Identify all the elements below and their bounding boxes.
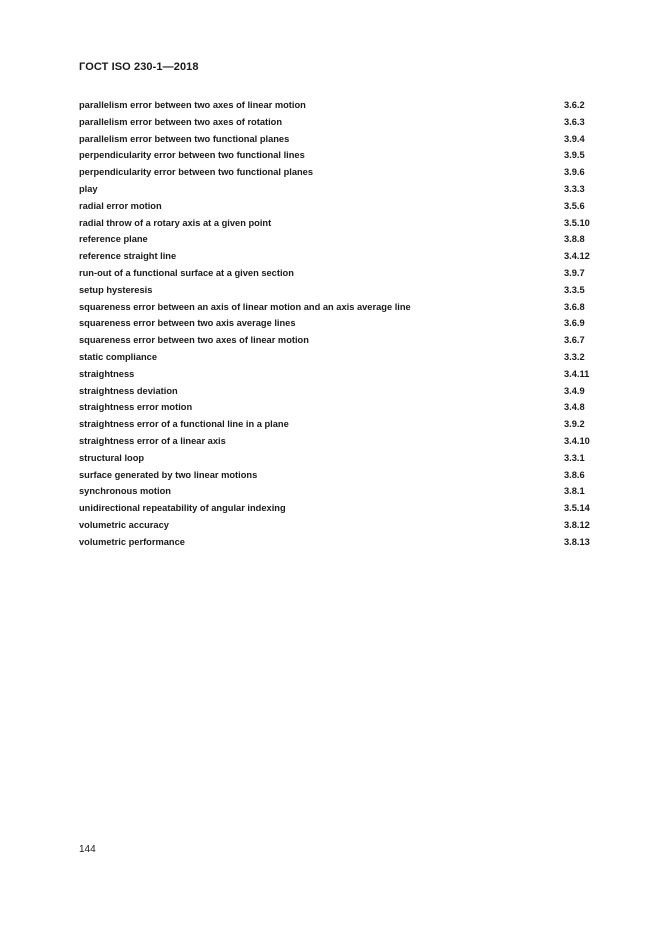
index-entry xyxy=(79,500,591,517)
index-term: radial error motion xyxy=(79,200,162,211)
index-term: unidirectional repeatability of angular indexing xyxy=(79,503,286,514)
index-term: squareness error between an axis of linear motion and an axis average line xyxy=(79,301,411,312)
index-term: straightness error of a linear axis xyxy=(79,435,226,446)
index-term: synchronous motion xyxy=(79,486,171,497)
index-section-ref: 3.3.5 xyxy=(564,284,585,295)
index-entry xyxy=(79,114,591,131)
index-term: reference plane xyxy=(79,234,148,245)
index-section-ref: 3.3.1 xyxy=(564,452,585,463)
term-index xyxy=(79,97,591,551)
index-section-ref: 3.9.6 xyxy=(564,167,585,178)
index-section-ref: 3.6.8 xyxy=(564,301,585,312)
index-term: play xyxy=(79,183,98,194)
index-term: squareness error between two axis average lines xyxy=(79,318,296,329)
index-term: parallelism error between two axes of rotation xyxy=(79,116,283,127)
index-entry xyxy=(79,198,591,215)
index-entry xyxy=(79,147,591,164)
index-term: squareness error between two axes of linear motion xyxy=(79,335,309,346)
index-entry xyxy=(79,299,591,316)
index-section-ref: 3.8.12 xyxy=(564,519,590,530)
index-entry xyxy=(79,399,591,416)
index-entry xyxy=(79,467,591,484)
index-entry xyxy=(79,416,591,433)
index-entry xyxy=(79,315,591,332)
index-section-ref: 3.4.10 xyxy=(564,435,590,446)
index-entry xyxy=(79,483,591,500)
index-term: surface generated by two linear motions xyxy=(79,469,258,480)
index-section-ref: 3.4.12 xyxy=(564,251,590,262)
index-entry xyxy=(79,282,591,299)
index-term: reference straight line xyxy=(79,251,177,262)
index-term: static compliance xyxy=(79,351,158,362)
index-term: straightness error motion xyxy=(79,402,193,413)
index-section-ref: 3.3.3 xyxy=(564,183,585,194)
index-entry xyxy=(79,433,591,450)
index-entry xyxy=(79,215,591,232)
index-section-ref: 3.8.13 xyxy=(564,536,590,547)
index-term: straightness xyxy=(79,368,135,379)
index-term: run-out of a functional surface at a given section xyxy=(79,267,294,278)
index-entry xyxy=(79,131,591,148)
index-section-ref: 3.6.7 xyxy=(564,335,585,346)
index-entry xyxy=(79,534,591,551)
index-section-ref: 3.6.2 xyxy=(564,100,585,110)
document-header: ГОСТ ISO 230-1—2018 xyxy=(79,61,199,73)
index-section-ref: 3.9.2 xyxy=(564,419,585,430)
index-entry xyxy=(79,349,591,366)
index-section-ref: 3.4.11 xyxy=(564,368,590,379)
index-term: setup hysteresis xyxy=(79,284,153,295)
index-entry xyxy=(79,332,591,349)
index-term: parallelism error between two axes of linear motion xyxy=(79,100,306,110)
index-section-ref: 3.9.7 xyxy=(564,267,585,278)
index-term: volumetric performance xyxy=(79,536,185,547)
index-entry xyxy=(79,383,591,400)
index-section-ref: 3.4.8 xyxy=(564,402,585,413)
index-entry xyxy=(79,450,591,467)
index-section-ref: 3.5.6 xyxy=(564,200,585,211)
index-section-ref: 3.9.5 xyxy=(564,150,585,161)
index-term: structural loop xyxy=(79,452,145,463)
index-section-ref: 3.5.14 xyxy=(564,503,590,514)
index-entry xyxy=(79,181,591,198)
index-section-ref: 3.8.1 xyxy=(564,486,585,497)
index-term: radial throw of a rotary axis at a given point xyxy=(79,217,272,228)
index-entry xyxy=(79,248,591,265)
index-entry xyxy=(79,164,591,181)
index-section-ref: 3.8.6 xyxy=(564,469,585,480)
index-term: perpendicularity error between two functional planes xyxy=(79,167,314,178)
index-section-ref: 3.6.3 xyxy=(564,116,585,127)
index-term: perpendicularity error between two functional lines xyxy=(79,150,305,161)
index-entry xyxy=(79,517,591,534)
index-section-ref: 3.3.2 xyxy=(564,351,585,362)
index-entry xyxy=(79,265,591,282)
index-section-ref: 3.6.9 xyxy=(564,318,585,329)
index-section-ref: 3.4.9 xyxy=(564,385,585,396)
index-section-ref: 3.5.10 xyxy=(564,217,590,228)
index-entry xyxy=(79,231,591,248)
index-term: parallelism error between two functional planes xyxy=(79,133,290,144)
index-section-ref: 3.9.4 xyxy=(564,133,585,144)
index-term: straightness deviation xyxy=(79,385,178,396)
index-entry xyxy=(79,97,591,114)
index-section-ref: 3.8.8 xyxy=(564,234,585,245)
index-term: straightness error of a functional line in a plane xyxy=(79,419,289,430)
index-entry xyxy=(79,366,591,383)
index-term: volumetric accuracy xyxy=(79,519,169,530)
page-number: 144 xyxy=(79,844,96,855)
